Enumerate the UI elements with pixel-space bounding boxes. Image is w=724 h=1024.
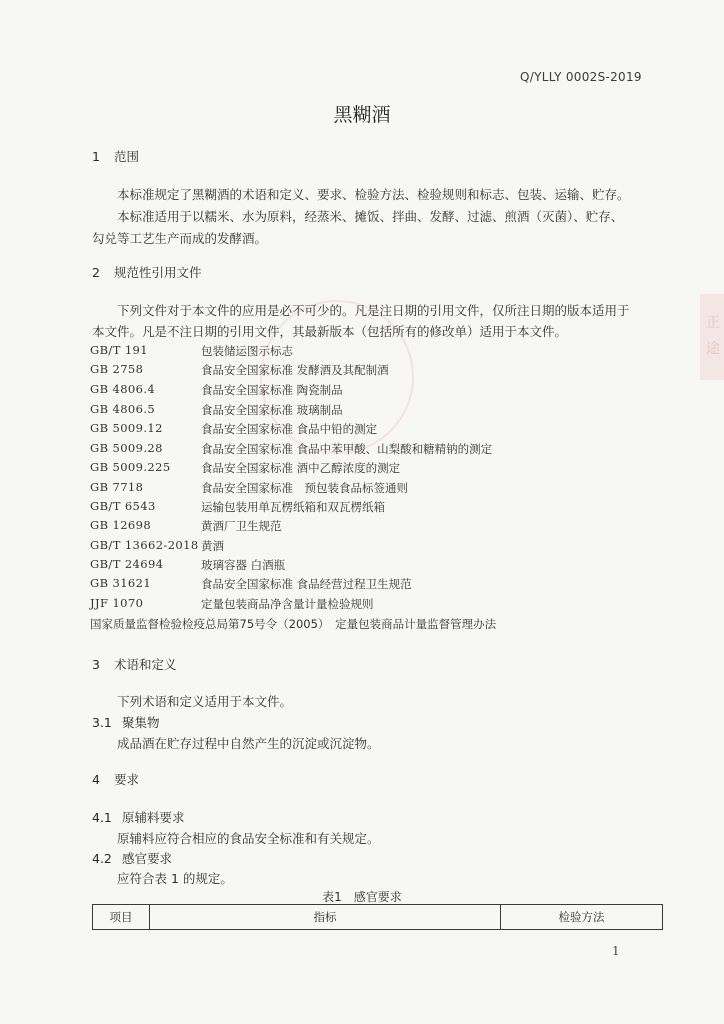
edge-seal: 正 途	[700, 294, 724, 380]
reference-code: GB/T 13662-2018	[90, 538, 199, 552]
reference-code: GB 5009.28	[90, 441, 163, 455]
subsection-number: 4.1	[92, 810, 112, 825]
reference-code: GB 4806.5	[90, 402, 156, 416]
decree-reference: 国家质量监督检验检疫总局第75号令（2005） 定量包装商品计量监督管理办法	[90, 617, 497, 631]
section-1-para-2-line-1: 本标准适用于以糯米、水为原料，经蒸米、摊饭、拌曲、发酵、过滤、煎酒（灭菌）、贮存、	[117, 209, 624, 224]
reference-code: GB 2758	[90, 362, 144, 376]
reference-title: 玻璃容器 白酒瓶	[201, 558, 286, 572]
section-title: 规范性引用文件	[114, 265, 202, 280]
sensory-requirements-table	[92, 904, 663, 930]
section-4-heading	[92, 770, 139, 788]
reference-code: GB/T 191	[90, 343, 148, 357]
table-header-method: 检验方法	[558, 910, 605, 924]
reference-code: JJF 1070	[90, 596, 144, 610]
reference-title: 食品安全国家标准 酒中乙醇浓度的测定	[201, 461, 401, 475]
section-number: 4	[92, 772, 100, 787]
term-3-1-heading	[92, 713, 160, 731]
reference-title: 食品安全国家标准 陶瓷制品	[201, 383, 343, 397]
reference-code: GB/T 24694	[90, 557, 164, 571]
term-name: 聚集物	[122, 715, 160, 730]
reference-title: 食品安全国家标准 食品经营过程卫生规范	[201, 577, 412, 591]
reference-title: 黄酒厂卫生规范	[201, 519, 282, 533]
section-2-heading	[92, 263, 202, 281]
section-number: 2	[92, 265, 100, 280]
document-title: 黑糊酒	[333, 104, 391, 126]
reference-title: 食品安全国家标准 发酵酒及其配制酒	[201, 363, 389, 377]
section-number: 3	[92, 657, 100, 672]
section-2-intro-line-2: 本文件。凡是不注日期的引用文件，其最新版本（包括所有的修改单）适用于本文件。	[92, 324, 568, 339]
section-title: 术语和定义	[114, 657, 177, 672]
reference-code: GB 31621	[90, 576, 152, 590]
subsection-4-2-text: 应符合表 1 的规定。	[117, 871, 233, 886]
reference-title: 食品安全国家标准 食品中铅的测定	[201, 422, 378, 436]
reference-title: 食品安全国家标准 食品中苯甲酸、山梨酸和糖精钠的测定	[201, 442, 493, 456]
table-header-indicator: 指标	[313, 910, 337, 924]
reference-code: GB 12698	[90, 518, 152, 532]
subsection-title: 原辅料要求	[122, 810, 185, 825]
section-3-intro: 下列术语和定义适用于本文件。	[117, 694, 293, 709]
reference-title: 食品安全国家标准 预包装食品标签通则	[201, 481, 408, 495]
page-number: 1	[612, 944, 620, 958]
section-1-para-1: 本标准规定了黑糊酒的术语和定义、要求、检验方法、检验规则和标志、包装、运输、贮存。	[117, 187, 630, 202]
section-3-heading	[92, 655, 177, 673]
section-1-para-2-line-2: 勾兑等工艺生产而成的发酵酒。	[92, 231, 268, 246]
table-caption: 表1 感官要求	[322, 890, 402, 904]
reference-title: 黄酒	[201, 539, 224, 553]
reference-title: 定量包装商品净含量计量检验规则	[201, 597, 374, 611]
section-2-intro-line-1: 下列文件对于本文件的应用是必不可少的。凡是注日期的引用文件，仅所注日期的版本适用于	[117, 303, 630, 318]
reference-code: GB 5009.12	[90, 421, 163, 435]
reference-code: GB 4806.4	[90, 382, 156, 396]
section-number: 1	[92, 149, 100, 164]
reference-title: 食品安全国家标准 玻璃制品	[201, 403, 343, 417]
term-definition: 成品酒在贮存过程中自然产生的沉淀或沉淀物。	[117, 736, 380, 751]
term-number: 3.1	[92, 715, 112, 730]
reference-code: GB/T 6543	[90, 499, 156, 513]
standard-code: Q/YLLY 0002S-2019	[520, 70, 642, 84]
subsection-4-1-text: 原辅料应符合相应的食品安全标准和有关规定。	[117, 831, 380, 846]
section-title: 范围	[114, 149, 140, 164]
subsection-4-2-heading	[92, 849, 172, 867]
section-title: 要求	[114, 772, 140, 787]
table-header-item: 项目	[109, 910, 133, 924]
reference-title: 运输包装用单瓦楞纸箱和双瓦楞纸箱	[201, 500, 385, 514]
reference-code: GB 5009.225	[90, 460, 171, 474]
section-1-heading	[92, 147, 139, 165]
subsection-4-1-heading	[92, 808, 185, 826]
subsection-number: 4.2	[92, 851, 112, 866]
reference-title: 包装储运图示标志	[201, 344, 293, 358]
subsection-title: 感官要求	[122, 851, 173, 866]
reference-code: GB 7718	[90, 480, 144, 494]
